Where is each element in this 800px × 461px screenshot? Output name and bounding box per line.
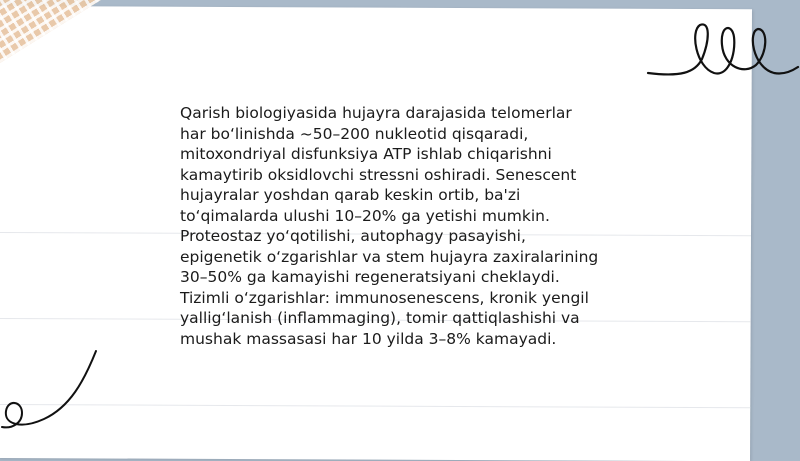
text-line: Tizimli o‘zgarishlar: immunosenescens, kronik yengil [180, 288, 589, 307]
text-line: yallig‘lanish (inflammaging), tomir qattiqlashishi va [180, 309, 580, 327]
text-line: epigenetik o‘zgarishlar va stem hujayra zaxiralarining [180, 247, 599, 266]
ruled-line [0, 404, 750, 408]
text-line: hujayralar yoshdan qarab keskin ortib, ba'zi [180, 186, 521, 204]
text-line: 30–50% ga kamayishi regeneratsiyani cheklaydi. [180, 268, 560, 286]
text-line: Qarish biologiyasida hujayra darajasida telomerlar [180, 104, 572, 122]
text-line: to‘qimalarda ulushi 10–20% ga yetishi mumkin. [180, 206, 550, 225]
text-line: mitoxondriyal disfunksiya ATP ishlab chiqarishni [180, 145, 552, 163]
body-paragraph [180, 103, 635, 349]
loop-scribble-icon [640, 15, 800, 85]
text-line: har bo‘linishda ~50–200 nukleotid qisqaradi, [180, 124, 529, 143]
text-line: Proteostaz yo‘qotilishi, autophagy pasayishi, [180, 227, 526, 245]
text-line: mushak massasasi har 10 yilda 3–8% kamayadi. [180, 329, 557, 348]
curl-scribble-icon [0, 345, 110, 435]
text-line: kamaytirib oksidlovchi stressni oshiradi. Senescent [180, 165, 577, 184]
